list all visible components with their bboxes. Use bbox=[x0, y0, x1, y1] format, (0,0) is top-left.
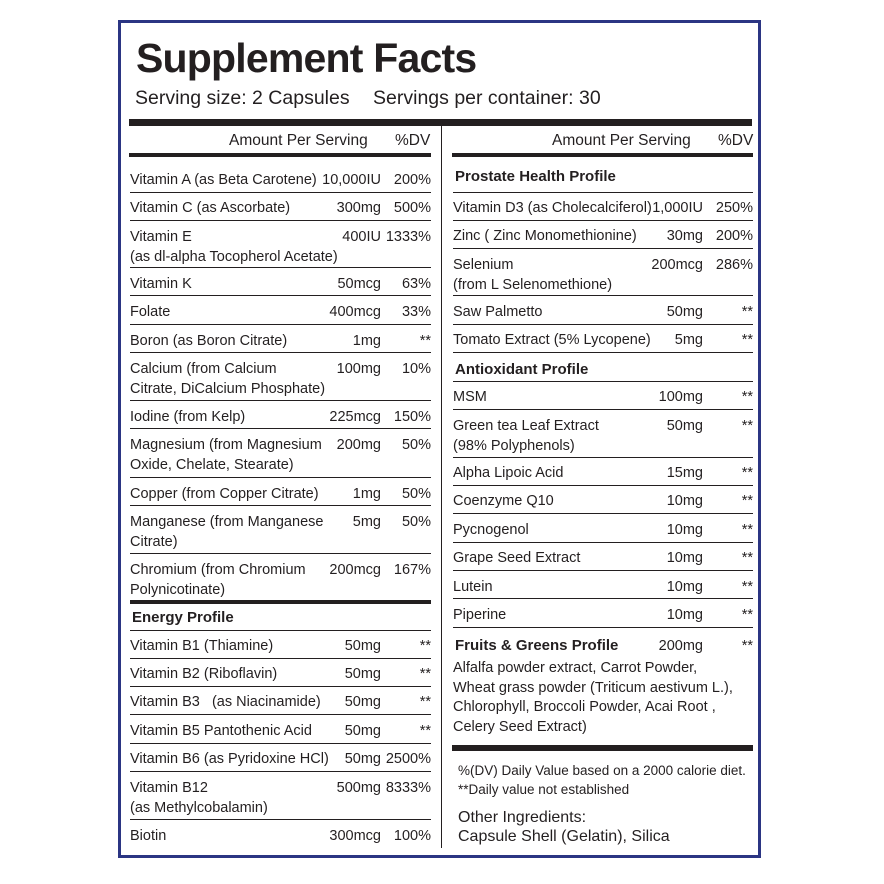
nutrient-name-line: (as Methylcobalamin) bbox=[130, 799, 268, 816]
nutrient-name bbox=[130, 408, 245, 428]
nutrient-amount: 400mcg bbox=[329, 304, 381, 320]
fruits-greens-title: Fruits & Greens Profile bbox=[455, 637, 619, 654]
nutrient-name-line: (98% Polyphenols) bbox=[453, 437, 575, 454]
nutrient-name-line: Vitamin B6 (as Pyridoxine HCl) bbox=[130, 751, 329, 767]
nutrient-amount: 50mg bbox=[344, 694, 381, 710]
nutrient-amount: 50mg bbox=[344, 723, 381, 739]
nutrient-amount: 200mg bbox=[336, 437, 381, 453]
prostate-profile-title: Prostate Health Profile bbox=[455, 168, 616, 185]
row-divider bbox=[453, 324, 753, 325]
nutrient-name bbox=[453, 417, 599, 456]
nutrient-name bbox=[130, 513, 323, 552]
nutrient-name bbox=[453, 578, 493, 598]
nutrient-dv: ** bbox=[741, 304, 753, 320]
nutrient-name-line: Iodine (from Kelp) bbox=[130, 409, 246, 425]
nutrient-name bbox=[130, 722, 312, 742]
nutrient-name-line: Calcium (from Calcium bbox=[130, 361, 277, 377]
nutrient-name-line: Coenzyme Q10 bbox=[453, 493, 554, 509]
fruits-greens-line: Chlorophyll, Broccoli Powder, Acai Root , bbox=[453, 699, 716, 715]
row-divider bbox=[130, 658, 431, 659]
nutrient-name-line: Citrate, DiCalcium Phosphate) bbox=[130, 380, 326, 397]
row-divider bbox=[453, 248, 753, 249]
left-column bbox=[130, 0, 431, 884]
nutrient-amount: 400IU bbox=[342, 229, 381, 245]
nutrient-amount: 100mg bbox=[336, 361, 381, 377]
nutrient-amount: 50mg bbox=[344, 638, 381, 654]
left-header-dv: %DV bbox=[395, 132, 431, 149]
nutrient-dv: 500% bbox=[393, 200, 431, 216]
nutrient-amount: 1mg bbox=[352, 486, 381, 502]
row-divider bbox=[453, 220, 753, 221]
row-divider bbox=[453, 485, 753, 486]
nutrient-dv: ** bbox=[741, 550, 753, 566]
nutrient-name bbox=[130, 485, 319, 505]
other-ingredients-text: Capsule Shell (Gelatin), Silica bbox=[458, 828, 670, 845]
row-divider bbox=[453, 295, 753, 296]
right-header-dv: %DV bbox=[718, 132, 754, 149]
nutrient-name-line: Citrate) bbox=[130, 533, 178, 550]
nutrient-dv: 10% bbox=[401, 361, 431, 377]
nutrient-dv: ** bbox=[741, 332, 753, 348]
nutrient-name-line: Vitamin A (as Beta Carotene) bbox=[130, 172, 317, 188]
nutrient-amount: 200mcg bbox=[329, 562, 381, 578]
nutrient-name bbox=[453, 549, 580, 569]
row-divider bbox=[130, 192, 431, 193]
nutrient-name-line: Boron (as Boron Citrate) bbox=[130, 333, 288, 349]
nutrient-amount: 50mg bbox=[666, 304, 703, 320]
nutrient-name-line: Vitamin C (as Ascorbate) bbox=[130, 200, 291, 216]
row-divider bbox=[453, 570, 753, 571]
nutrient-amount: 10mg bbox=[666, 607, 703, 623]
nutrient-amount: 50mcg bbox=[337, 276, 381, 292]
nutrient-dv: ** bbox=[741, 493, 753, 509]
nutrient-name-line: Saw Palmetto bbox=[453, 304, 543, 320]
nutrient-name-line: (as dl-alpha Tocopherol Acetate) bbox=[130, 248, 338, 265]
nutrient-name-line: Green tea Leaf Extract bbox=[453, 418, 599, 434]
row-divider bbox=[130, 220, 431, 221]
serving-size: Serving size: 2 Capsules bbox=[135, 87, 350, 109]
nutrient-dv: ** bbox=[419, 694, 431, 710]
nutrient-name bbox=[130, 561, 306, 600]
nutrient-dv: 150% bbox=[393, 409, 431, 425]
nutrient-dv: 200% bbox=[393, 172, 431, 188]
fruits-greens-line: Celery Seed Extract) bbox=[453, 718, 587, 735]
energy-profile-title: Energy Profile bbox=[132, 609, 234, 626]
nutrient-name-line: Polynicotinate) bbox=[130, 581, 226, 598]
row-divider bbox=[130, 686, 431, 687]
nutrient-name bbox=[130, 228, 338, 267]
nutrient-dv: 100% bbox=[393, 828, 431, 844]
nutrient-name-line: Lutein bbox=[453, 579, 493, 595]
nutrient-name-line: Manganese (from Manganese bbox=[130, 514, 324, 530]
nutrient-dv: ** bbox=[741, 522, 753, 538]
other-ingredients-title: Other Ingredients: bbox=[458, 809, 587, 826]
panel-title: Supplement Facts bbox=[136, 35, 477, 81]
row-divider bbox=[453, 598, 753, 599]
nutrient-dv: 50% bbox=[401, 486, 431, 502]
nutrient-name-line: Selenium bbox=[453, 257, 514, 273]
nutrient-amount: 200mcg bbox=[651, 257, 703, 273]
nutrient-amount: 300mcg bbox=[329, 828, 381, 844]
nutrient-name bbox=[130, 171, 317, 191]
nutrient-name bbox=[130, 199, 290, 219]
nutrient-dv: ** bbox=[741, 389, 753, 405]
fruits-greens-line: Alfalfa powder extract, Carrot Powder, bbox=[453, 660, 698, 676]
nutrient-name-line: (from L Selenomethione) bbox=[453, 276, 613, 293]
nutrient-dv: ** bbox=[741, 418, 753, 434]
row-divider bbox=[453, 381, 753, 382]
nutrient-amount: 50mg bbox=[344, 751, 381, 767]
column-divider bbox=[441, 126, 442, 848]
nutrient-name-line: Biotin bbox=[130, 828, 167, 844]
nutrient-name-line: Vitamin E bbox=[130, 229, 192, 245]
nutrient-name bbox=[130, 779, 268, 818]
nutrient-name-line: Piperine bbox=[453, 607, 507, 623]
nutrient-dv: ** bbox=[741, 465, 753, 481]
nutrient-amount: 10mg bbox=[666, 550, 703, 566]
nutrient-amount: 500mg bbox=[336, 780, 381, 796]
nutrient-amount: 50mg bbox=[666, 418, 703, 434]
nutrient-name bbox=[130, 436, 322, 475]
row-divider bbox=[453, 192, 753, 193]
nutrient-amount: 5mg bbox=[352, 514, 381, 530]
right-header-amount: Amount Per Serving bbox=[552, 132, 691, 149]
nutrient-name bbox=[130, 275, 192, 295]
nutrient-name-line: Vitamin B1 (Thiamine) bbox=[130, 638, 274, 654]
nutrient-name bbox=[453, 388, 487, 408]
row-divider bbox=[130, 714, 431, 715]
nutrient-name-line: Tomato Extract (5% Lycopene) bbox=[453, 332, 651, 348]
nutrient-name-line: Pycnogenol bbox=[453, 522, 529, 538]
nutrient-name bbox=[453, 303, 542, 323]
row-divider bbox=[453, 627, 753, 628]
nutrient-name-line: Alpha Lipoic Acid bbox=[453, 465, 564, 481]
section-divider bbox=[130, 600, 431, 604]
nutrient-amount: 5mg bbox=[674, 332, 703, 348]
servings-per-container: Servings per container: 30 bbox=[373, 87, 601, 109]
row-divider bbox=[130, 630, 431, 631]
nutrient-dv: 2500% bbox=[385, 751, 431, 767]
row-divider bbox=[130, 428, 431, 429]
row-divider bbox=[130, 324, 431, 325]
nutrient-amount: 50mg bbox=[344, 666, 381, 682]
nutrient-name-line: Grape Seed Extract bbox=[453, 550, 581, 566]
nutrient-name-line: Oxide, Chelate, Stearate) bbox=[130, 456, 294, 473]
footnote-not-established: **Daily value not established bbox=[458, 782, 630, 797]
fruits-greens-dv: ** bbox=[741, 638, 753, 654]
nutrient-dv: ** bbox=[419, 333, 431, 349]
nutrient-dv: ** bbox=[419, 723, 431, 739]
nutrient-amount: 225mcg bbox=[329, 409, 381, 425]
nutrient-name-line: Vitamin B2 (Riboflavin) bbox=[130, 666, 278, 682]
nutrient-dv: 8333% bbox=[385, 780, 431, 796]
row-divider bbox=[453, 409, 753, 410]
nutrient-name-line: Vitamin D3 (as Cholecalciferol) bbox=[453, 200, 652, 216]
nutrient-dv: ** bbox=[419, 666, 431, 682]
nutrient-amount: 15mg bbox=[666, 465, 703, 481]
nutrient-dv: 1333% bbox=[385, 229, 431, 245]
nutrient-dv: 250% bbox=[715, 200, 753, 216]
nutrient-dv: 50% bbox=[401, 514, 431, 530]
nutrient-dv: ** bbox=[419, 638, 431, 654]
row-divider bbox=[453, 457, 753, 458]
nutrient-amount: 10mg bbox=[666, 579, 703, 595]
nutrient-amount: 10,000IU bbox=[322, 172, 381, 188]
nutrient-name bbox=[130, 332, 287, 352]
row-divider bbox=[130, 352, 431, 353]
nutrient-name-line: Copper (from Copper Citrate) bbox=[130, 486, 319, 502]
nutrient-name-line: Vitamin B3 (as Niacinamide) bbox=[130, 694, 321, 710]
nutrient-name bbox=[130, 360, 325, 399]
footnote-daily-value: %(DV) Daily Value based on a 2000 calorie diet. bbox=[458, 763, 746, 778]
row-divider bbox=[130, 400, 431, 401]
row-divider bbox=[130, 267, 431, 268]
nutrient-name-line: Folate bbox=[130, 304, 171, 320]
nutrient-name bbox=[453, 227, 637, 247]
nutrient-dv: 286% bbox=[715, 257, 753, 273]
nutrient-name bbox=[453, 606, 506, 626]
nutrient-name-line: Vitamin B5 Pantothenic Acid bbox=[130, 723, 312, 739]
nutrient-name-line: Magnesium (from Magnesium bbox=[130, 437, 322, 453]
nutrient-dv: 63% bbox=[401, 276, 431, 292]
nutrient-amount: 100mg bbox=[658, 389, 703, 405]
nutrient-name-line: Vitamin K bbox=[130, 276, 192, 292]
row-divider bbox=[130, 477, 431, 478]
nutrient-name bbox=[130, 693, 321, 713]
nutrient-name bbox=[130, 665, 277, 685]
nutrient-amount: 10mg bbox=[666, 522, 703, 538]
nutrient-name-line: Zinc ( Zinc Monomethionine) bbox=[453, 228, 637, 244]
nutrient-name bbox=[130, 750, 329, 770]
row-divider bbox=[453, 513, 753, 514]
footnote-divider bbox=[452, 745, 753, 751]
nutrient-amount: 10mg bbox=[666, 493, 703, 509]
row-divider bbox=[130, 505, 431, 506]
nutrient-name bbox=[453, 256, 612, 295]
nutrient-name-line: MSM bbox=[453, 389, 487, 405]
nutrient-dv: ** bbox=[741, 579, 753, 595]
nutrient-dv: 33% bbox=[401, 304, 431, 320]
fruits-greens-amount: 200mg bbox=[658, 638, 703, 654]
nutrient-name-line: Chromium (from Chromium bbox=[130, 562, 306, 578]
row-divider bbox=[453, 542, 753, 543]
nutrient-name bbox=[130, 637, 273, 657]
row-divider bbox=[130, 819, 431, 820]
nutrient-dv: ** bbox=[741, 607, 753, 623]
nutrient-amount: 1mg bbox=[352, 333, 381, 349]
nutrient-dv: 200% bbox=[715, 228, 753, 244]
nutrient-dv: 167% bbox=[393, 562, 431, 578]
nutrient-name bbox=[130, 303, 170, 323]
nutrient-name bbox=[453, 331, 651, 351]
nutrient-name-line: Vitamin B12 bbox=[130, 780, 208, 796]
row-divider bbox=[130, 553, 431, 554]
nutrient-name bbox=[130, 827, 166, 847]
row-divider bbox=[130, 743, 431, 744]
nutrient-amount: 1,000IU bbox=[652, 200, 703, 216]
nutrient-amount: 300mg bbox=[336, 200, 381, 216]
antioxidant-profile-title: Antioxidant Profile bbox=[455, 361, 589, 378]
nutrient-name bbox=[453, 521, 529, 541]
left-header-amount: Amount Per Serving bbox=[229, 132, 368, 149]
row-divider bbox=[130, 771, 431, 772]
right-column bbox=[453, 0, 753, 884]
nutrient-name bbox=[453, 492, 554, 512]
row-divider bbox=[130, 295, 431, 296]
nutrient-amount: 30mg bbox=[666, 228, 703, 244]
nutrient-name bbox=[453, 199, 652, 219]
row-divider bbox=[453, 352, 753, 353]
nutrient-name bbox=[453, 464, 563, 484]
nutrient-dv: 50% bbox=[401, 437, 431, 453]
fruits-greens-line: Wheat grass powder (Triticum aestivum L.), bbox=[453, 679, 733, 696]
